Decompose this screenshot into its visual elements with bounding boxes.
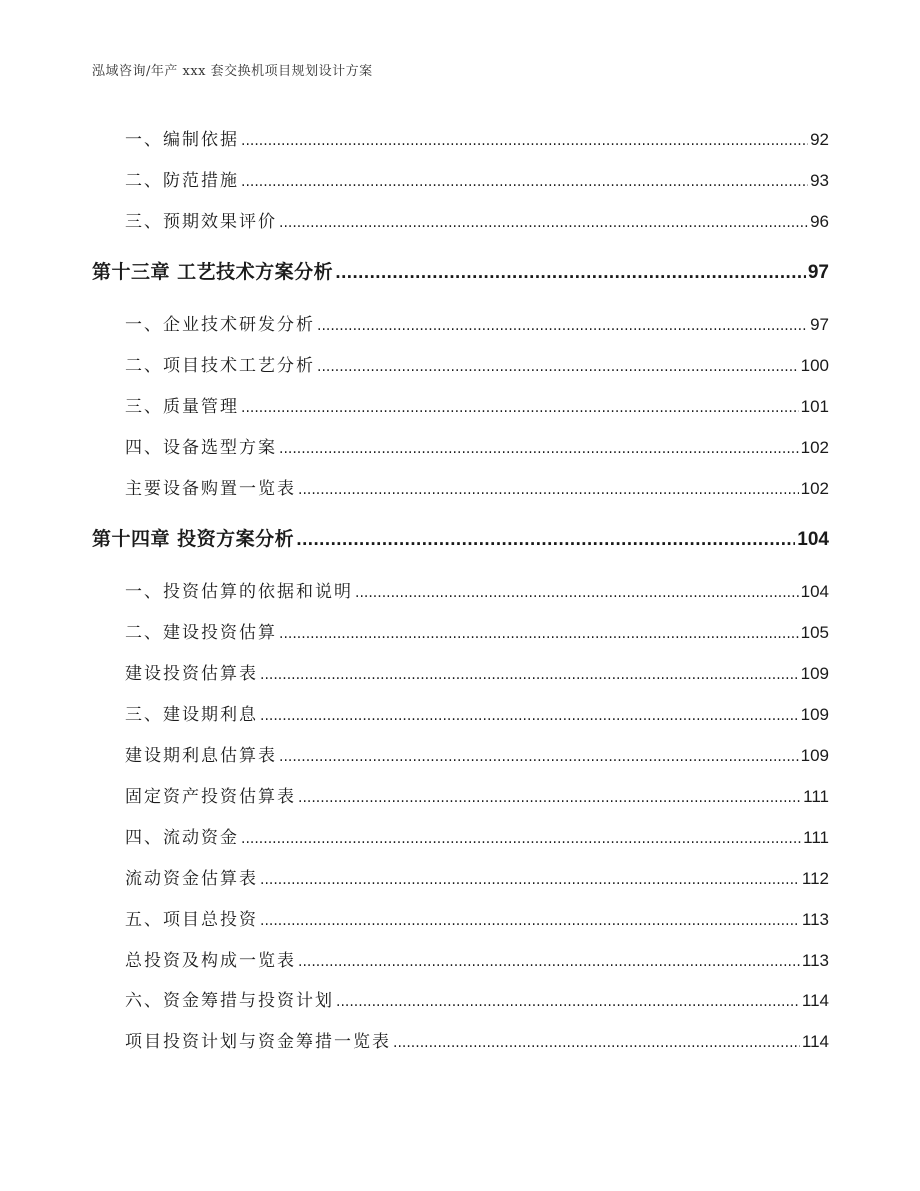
toc-entry[interactable] bbox=[125, 700, 829, 725]
toc-entry-number: 一、 bbox=[125, 582, 163, 602]
toc-chapter-entry[interactable] bbox=[92, 524, 829, 551]
toc-leader-dots bbox=[241, 831, 801, 847]
toc-entry[interactable] bbox=[125, 659, 829, 684]
toc-page-number: 104 bbox=[800, 582, 829, 601]
toc-entry[interactable] bbox=[125, 207, 829, 232]
toc-entry-number: 二、 bbox=[125, 623, 163, 643]
toc-entry-title: 第十三章 工艺技术方案分析 bbox=[92, 261, 334, 283]
toc-entry-title: 第十四章 投资方案分析 bbox=[92, 528, 295, 550]
toc-page-number: 101 bbox=[800, 397, 829, 416]
toc-entry-title: 建设期利息估算表 bbox=[125, 746, 277, 766]
toc-entry-title: 企业技术研发分析 bbox=[163, 315, 315, 335]
toc-entry[interactable] bbox=[125, 741, 829, 766]
toc-page-number: 113 bbox=[801, 951, 829, 970]
toc-page-number: 93 bbox=[810, 171, 829, 190]
toc-page-number: 102 bbox=[800, 438, 829, 457]
toc-entry-title: 设备选型方案 bbox=[163, 438, 277, 458]
toc-entry-number: 六、 bbox=[125, 991, 163, 1011]
toc-page-number: 109 bbox=[800, 705, 829, 724]
toc-entry-title: 防范措施 bbox=[163, 171, 239, 191]
toc-entry[interactable] bbox=[125, 577, 829, 602]
toc-entry[interactable] bbox=[125, 474, 829, 499]
toc-entry-number: 三、 bbox=[125, 397, 163, 417]
toc-entry-title: 编制依据 bbox=[163, 130, 239, 150]
toc-leader-dots bbox=[335, 264, 806, 282]
toc-entry[interactable] bbox=[125, 351, 829, 376]
toc-leader-dots bbox=[260, 667, 799, 683]
toc-entry-number: 一、 bbox=[125, 315, 163, 335]
toc-entry-title: 项目技术工艺分析 bbox=[163, 356, 315, 376]
toc-entry-title: 建设投资估算 bbox=[163, 623, 277, 643]
toc-entry-number: 四、 bbox=[125, 828, 163, 848]
toc-page-number: 92 bbox=[810, 130, 829, 149]
toc-leader-dots bbox=[260, 913, 800, 929]
toc-entry-title: 建设期利息 bbox=[163, 705, 258, 725]
toc-page-number: 96 bbox=[810, 212, 829, 231]
toc-page-number: 102 bbox=[800, 479, 829, 498]
toc-leader-dots bbox=[355, 585, 799, 601]
toc-entry[interactable] bbox=[125, 782, 829, 807]
toc-page-number: 105 bbox=[800, 623, 829, 642]
toc-entry-title: 流动资金 bbox=[163, 828, 239, 848]
toc-entry-title: 主要设备购置一览表 bbox=[125, 479, 296, 499]
toc-page-number: 104 bbox=[797, 529, 829, 550]
toc-entry-number: 二、 bbox=[125, 356, 163, 376]
toc-entry-title: 固定资产投资估算表 bbox=[125, 787, 296, 807]
toc-page-number: 97 bbox=[807, 262, 829, 283]
toc-page-number: 111 bbox=[803, 828, 829, 847]
toc-page-number: 114 bbox=[801, 991, 829, 1010]
toc-leader-dots bbox=[260, 872, 800, 888]
toc-entry[interactable] bbox=[125, 433, 829, 458]
toc-page-number: 109 bbox=[800, 664, 829, 683]
toc-leader-dots bbox=[260, 708, 799, 724]
toc-entry-title: 项目投资计划与资金筹措一览表 bbox=[125, 1032, 391, 1052]
toc-entry-title: 项目总投资 bbox=[163, 910, 258, 930]
toc-leader-dots bbox=[279, 749, 799, 765]
toc-entry-title: 质量管理 bbox=[163, 397, 239, 417]
toc-entry[interactable] bbox=[125, 905, 829, 930]
toc-entry[interactable] bbox=[125, 986, 829, 1011]
toc-page-number: 111 bbox=[803, 787, 829, 806]
toc-page-number: 112 bbox=[801, 869, 829, 888]
toc-entry-number: 四、 bbox=[125, 438, 163, 458]
toc-entry[interactable] bbox=[125, 864, 829, 889]
toc-entry-number: 三、 bbox=[125, 705, 163, 725]
toc-entry-title: 投资估算的依据和说明 bbox=[163, 582, 353, 602]
toc-leader-dots bbox=[298, 790, 801, 806]
toc-entry-number: 二、 bbox=[125, 171, 163, 191]
toc-entry-number: 五、 bbox=[125, 910, 163, 930]
toc-entry[interactable] bbox=[125, 618, 829, 643]
toc-leader-dots bbox=[241, 133, 808, 149]
toc-entry-title: 建设投资估算表 bbox=[125, 664, 258, 684]
toc-entry[interactable] bbox=[125, 392, 829, 417]
toc-leader-dots bbox=[393, 1035, 800, 1051]
toc-leader-dots bbox=[279, 441, 799, 457]
toc-entry[interactable] bbox=[125, 823, 829, 848]
toc-leader-dots bbox=[298, 482, 799, 498]
toc-leader-dots bbox=[241, 174, 808, 190]
toc-leader-dots bbox=[298, 954, 800, 970]
toc-entry-title: 流动资金估算表 bbox=[125, 869, 258, 889]
toc-leader-dots bbox=[296, 531, 795, 549]
toc-page-number: 100 bbox=[800, 356, 829, 375]
toc-entry-title: 预期效果评价 bbox=[163, 212, 277, 232]
toc-leader-dots bbox=[279, 215, 808, 231]
toc-page-number: 113 bbox=[801, 910, 829, 929]
toc-page-number: 97 bbox=[810, 315, 829, 334]
toc-entry[interactable] bbox=[125, 1027, 829, 1052]
toc-leader-dots bbox=[241, 400, 799, 416]
toc-page-number: 114 bbox=[801, 1032, 829, 1051]
toc-entry[interactable] bbox=[125, 125, 829, 150]
running-header: 泓域咨询/年产 xxx 套交换机项目规划设计方案 bbox=[92, 64, 373, 79]
toc-leader-dots bbox=[279, 626, 799, 642]
toc-entry-title: 总投资及构成一览表 bbox=[125, 951, 296, 971]
toc-leader-dots bbox=[317, 318, 808, 334]
toc-entry[interactable] bbox=[125, 166, 829, 191]
toc-leader-dots bbox=[317, 359, 799, 375]
toc-leader-dots bbox=[336, 994, 800, 1010]
toc-page-number: 109 bbox=[800, 746, 829, 765]
toc-entry[interactable] bbox=[125, 946, 829, 971]
toc-entry[interactable] bbox=[125, 310, 829, 335]
toc-entry-number: 一、 bbox=[125, 130, 163, 150]
toc-entry-number: 三、 bbox=[125, 212, 163, 232]
toc-entry-title: 资金筹措与投资计划 bbox=[163, 991, 334, 1011]
toc-chapter-entry[interactable] bbox=[92, 257, 829, 284]
